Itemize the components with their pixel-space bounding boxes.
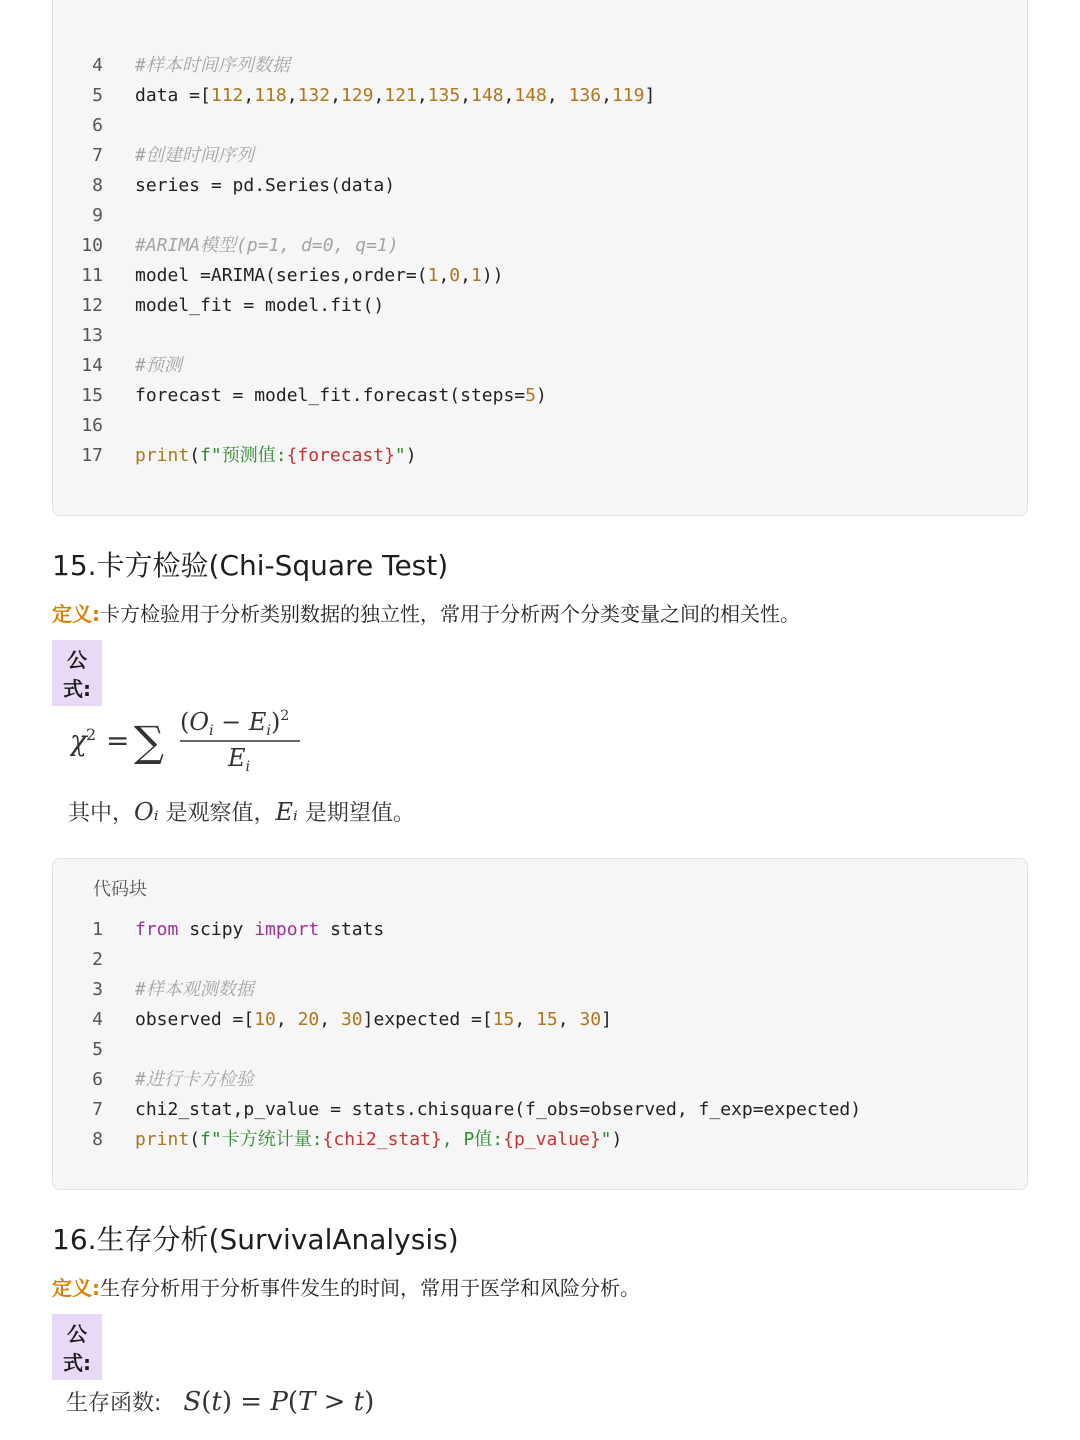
section-15-title: 15.卡方检验(Chi-Square Test) (52, 549, 449, 582)
code-line: 7 chi2_stat,p_value = stats.chisquare(f_obs=observed, f_exp=expected) (92, 1099, 862, 1120)
chi-square-formula-svg (70, 700, 320, 780)
formula-label: 公式: (52, 1314, 102, 1380)
section-16-title: 16.生存分析(SurvivalAnalysis) (52, 1223, 459, 1256)
code-line: 12 model_fit = model.fit() (81, 295, 385, 316)
svg-text:(Oi − Ei)2: $(O_i - E_i)^2$ (180, 708, 290, 739)
code-line: 10 #ARIMA模型(p=1, d=0, q=1) (81, 235, 399, 256)
code-line: 2 (92, 949, 103, 970)
survival-formula: S(t) = P(T > t) (183, 1387, 375, 1417)
definition-text: 生存分析用于分析事件发生的时间，常用于医学和风险分析。 (100, 1276, 640, 1300)
code-line-text: data =[112,118,132,129,121,135,148,148, 136,119] (135, 85, 656, 106)
code-line: 6 #进行卡方检验 (92, 1069, 254, 1090)
code-line: 5 (92, 1039, 103, 1060)
definition-text: 卡方检验用于分析类别数据的独立性，常用于分析两个分类变量之间的相关性。 (100, 602, 800, 626)
code-lines (53, 915, 1027, 1155)
code-lines (53, 51, 1027, 471)
code-line: 15 forecast = model_fit.forecast(steps=5) (53, 381, 1027, 411)
code-line-text: observed =[10, 20, 30]expected =[15, 15, 30] (135, 1009, 612, 1030)
var-observed: Oᵢ (134, 798, 159, 826)
formula-note: 其中，Oᵢ 是观察值，Eᵢ 是期望值。 (68, 798, 415, 826)
code-line: 14 #预测 (81, 355, 182, 376)
code-line: 3 #样本观测数据 (92, 979, 254, 1000)
code-line: 16 (81, 415, 103, 436)
code-block-arima (52, 0, 1028, 516)
code-line: 17 print(f"预测值:{forecast}") (53, 441, 1027, 471)
code-line: 13 (81, 325, 103, 346)
code-line: 8 print(f"卡方统计量:{chi2_stat}, P值:{p_value}") (53, 1125, 1027, 1155)
code-block-chisquare (52, 858, 1028, 1190)
section-15-definition (52, 598, 800, 627)
survival-function (66, 1386, 374, 1417)
survival-label: 生存函数: (66, 1391, 162, 1416)
section-16-definition (52, 1272, 640, 1301)
svg-text:χ: χ (70, 724, 87, 757)
definition-label: 定义: (52, 1276, 100, 1300)
formula-label: 公式: (52, 640, 102, 706)
definition-label: 定义: (52, 602, 100, 626)
svg-text:∑: ∑ (134, 717, 164, 766)
code-line-text: from scipy import stats (135, 919, 385, 940)
code-line: 11 model =ARIMA(series,order=(1,0,1)) (53, 261, 1027, 291)
svg-text:2: 2 (86, 725, 97, 744)
chi-square-formula (70, 700, 320, 784)
code-line-text: forecast = model_fit.forecast(steps=5) (135, 385, 547, 406)
code-line-text: model =ARIMA(series,order=(1,0,1)) (135, 265, 504, 286)
code-block-caption: 代码块 (93, 879, 147, 900)
code-line: 7 #创建时间序列 (92, 145, 254, 166)
code-line: 9 (92, 205, 103, 226)
svg-text:Ei: $E_i$ (228, 744, 251, 775)
var-expected: Eᵢ (275, 798, 298, 826)
code-line: 6 (92, 115, 103, 136)
code-line-text: print(f"预测值:{forecast}") (135, 445, 417, 466)
svg-text:=: = (106, 724, 130, 757)
code-line: 4 #样本时间序列数据 (92, 55, 290, 76)
code-line-text: print(f"卡方统计量:{chi2_stat}, P值:{p_value}") (135, 1129, 623, 1150)
code-line: 4 observed =[10, 20, 30]expected =[15, 15, 30] (53, 1005, 1027, 1035)
code-line: 1 from scipy import stats (53, 915, 1027, 945)
code-line: 8 series = pd.Series(data) (92, 175, 396, 196)
code-line: 5 data =[112,118,132,129,121,135,148,148, 136,119] (53, 81, 1027, 111)
